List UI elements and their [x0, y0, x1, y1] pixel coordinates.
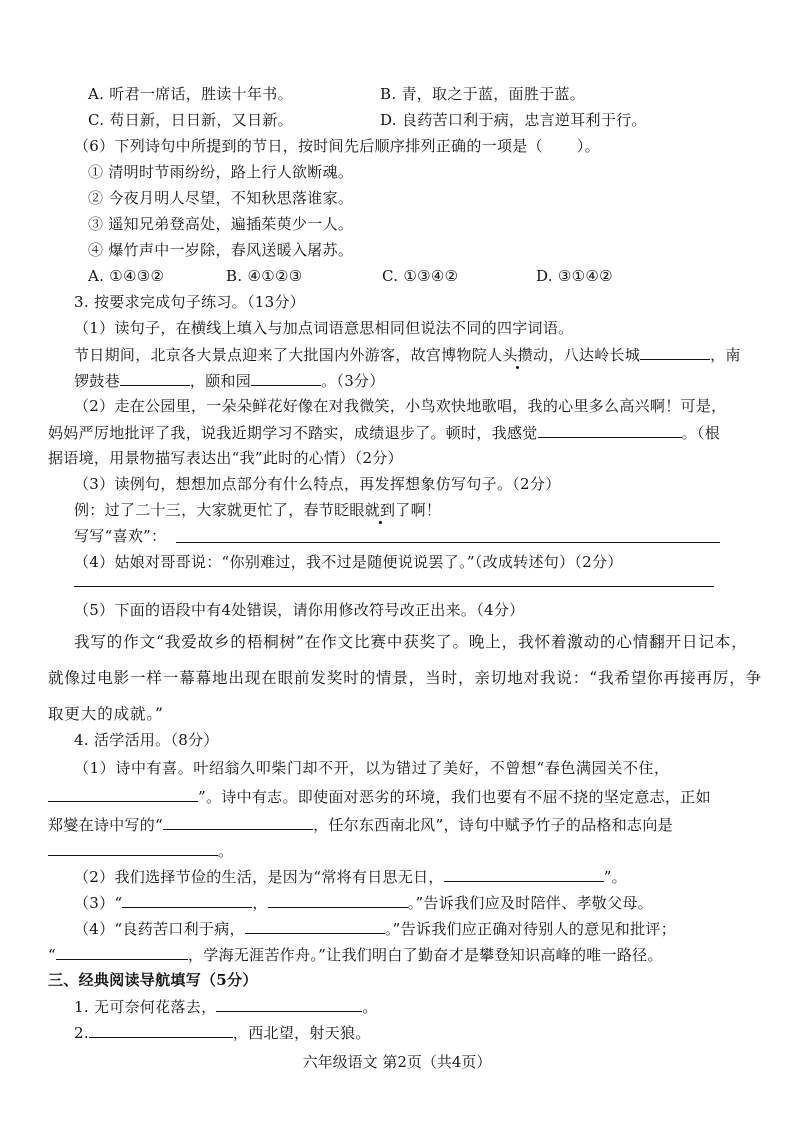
s4-p2: （2）我们选择节俭的生活，是因为“常将有日思无日， ”。: [74, 868, 627, 886]
answer-blank[interactable]: [444, 866, 604, 882]
s4-p4-line2: “ ，学海无涯苦作舟。”让我们明白了勤奋才是攀登知识高峰的唯一路径。: [48, 946, 663, 964]
q5-option-c: C. 苟日新，日日新，又日新。: [88, 111, 293, 129]
answer-blank[interactable]: [245, 918, 385, 934]
q6-option-c: C. ①③④②: [382, 267, 459, 285]
s3-p2-line1: （2）走在公园里，一朵朵鲜花好像在对我微笑，小鸟欢快地歌唱，我的心里多么高兴啊！可是，: [74, 397, 727, 415]
q6-poem-line: ③ 遥知兄弟登高处，遍插茱萸少一人。: [88, 215, 354, 233]
s4-p1-line3: 郑燮在诗中写的“ ，任尔东西南北风”，诗句中赋予竹子的品格和志向是: [48, 816, 673, 834]
s3-p1-title: （1）读句子，在横线上填入与加点词语意思相同但说法不同的四字词语。: [74, 319, 574, 337]
answer-blank[interactable]: [538, 422, 682, 438]
answer-blank[interactable]: [251, 370, 321, 386]
s4-p1-line4: 。: [48, 840, 233, 861]
q6-option-b: B. ④①②③: [226, 267, 303, 285]
s3-p3-title: （3）读例句，想想加点部分有什么特点，再发挥想象仿写句子。（2分）: [74, 475, 561, 493]
s3-p1-line2: 锣鼓巷 ，颐和园 。（3分）: [74, 372, 385, 390]
q5-option-a: A. 听君一席话，胜读十年书。: [88, 85, 293, 103]
s3-p2-line3: 据语境，用景物描写表达出“我”此时的心情）（2分）: [48, 449, 403, 467]
sec3-q2: 2. ，西北望，射天狼。: [74, 1024, 371, 1042]
s3-p1-line1: 节日期间，北京各大景点迎来了大批国内外游客，故宫博物院人头攒动，八达岭长城 ，南: [74, 346, 741, 364]
s4-p4-line1: （4）“良药苦口利于病， 。”告诉我们应正确对待别人的意见和批评；: [74, 920, 676, 938]
q6-poem-line: ④ 爆竹声中一岁除，春风送暖入屠苏。: [88, 241, 354, 259]
answer-blank[interactable]: [163, 814, 313, 830]
section-3-title: 3. 按要求完成句子练习。（13分）: [74, 293, 306, 311]
answer-blank[interactable]: [268, 892, 408, 908]
q6-poem-line: ② 今夜月明人尽望，不知秋思落谁家。: [88, 189, 354, 207]
answer-blank[interactable]: [640, 344, 710, 360]
answer-blank[interactable]: [56, 944, 188, 960]
paragraph-line: 取更大的成就。”: [48, 705, 164, 723]
s3-p5: （5）下面的语段中有4处错误，请你用修改符号改正出来。（4分）: [74, 601, 525, 619]
s3-p4: （4）姑娘对哥哥说：“你别难过，我不过是随便说说罢了。”（改成转述句）（2分）: [74, 553, 623, 571]
q6-option-a: A. ①④③②: [88, 267, 165, 285]
answer-blank[interactable]: [120, 370, 190, 386]
s4-p1-line1: （1）诗中有喜。叶绍翁久叩柴门却不开，以为错过了美好，不曾想“春色满园关不住，: [74, 759, 670, 777]
q5-option-b: B. 青，取之于蓝，面胜于蓝。: [380, 85, 586, 103]
q6-option-d: D. ③①④②: [536, 267, 613, 285]
paragraph-line: 就像过电影一样一幕幕地出现在眼前发奖时的情景，当时，亲切地对我说：“我希望你再接再厉，争: [48, 669, 763, 687]
s3-p3-example: 例：过了二十三，大家就更忙了，春节眨眼就到了啊！: [74, 501, 442, 519]
dotted-phrase: 人头攒动: [487, 346, 549, 364]
answer-line[interactable]: [176, 542, 720, 543]
answer-line[interactable]: [74, 586, 714, 587]
answer-blank[interactable]: [89, 1022, 233, 1038]
q6-stem: （6）下列诗句中所提到的节日，按时间先后顺序排列正确的一项是（ ）。: [74, 137, 600, 155]
answer-blank[interactable]: [122, 892, 252, 908]
page-footer: 六年级语文 第2页（共4页）: [302, 1053, 492, 1071]
dotted-phrase: 眨眼就到了啊: [334, 501, 426, 519]
q6-poem-line: ① 清明时节雨纷纷，路上行人欲断魂。: [88, 163, 354, 181]
paragraph-line: 我写的作文“我爱故乡的梧桐树”在作文比赛中获奖了。晚上，我怀着激动的心情翻开日记本，: [74, 633, 748, 651]
s4-p1-line2: ”。诗中有志。即使面对恶劣的环境，我们也要有不屈不挠的坚定意志，正如: [48, 786, 711, 807]
section-4-title: 4. 活学活用。（8分）: [74, 731, 219, 749]
answer-blank[interactable]: [48, 840, 218, 856]
section-three-title: 三、经典阅读导航填写（5分）: [48, 971, 258, 989]
s3-p2-line2: 妈妈严厉地批评了我，说我近期学习不踏实，成绩退步了。顿时，我感觉 。（根: [48, 424, 721, 442]
s4-p3: （3）“ ， 。”告诉我们应及时陪伴、孝敬父母。: [74, 894, 654, 912]
q5-option-d: D. 良药苦口利于病，忠言逆耳利于行。: [380, 111, 647, 129]
s3-p3-write-label: 写写“喜欢”：: [74, 527, 167, 545]
answer-blank[interactable]: [216, 996, 362, 1012]
answer-blank[interactable]: [48, 786, 198, 802]
sec3-q1: 1. 无可奈何花落去， 。: [74, 998, 378, 1016]
